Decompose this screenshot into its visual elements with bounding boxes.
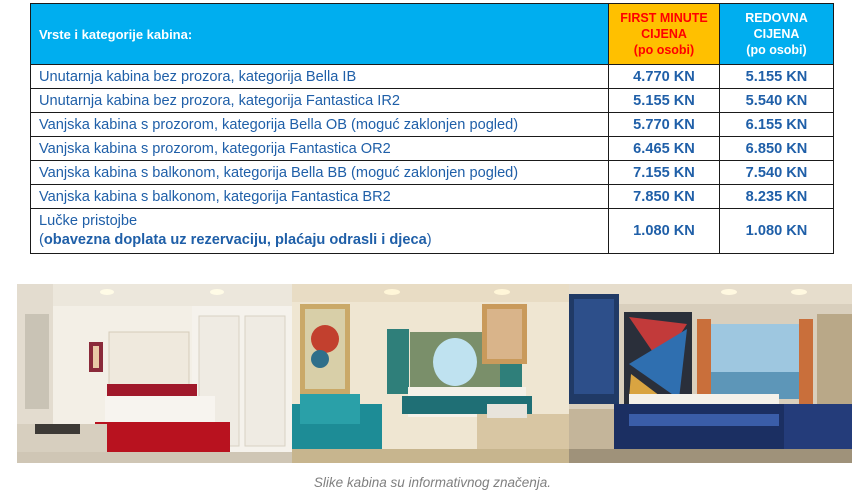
paren-close: ) bbox=[426, 232, 432, 248]
header-regular-price bbox=[720, 4, 834, 65]
regular-price: 8.235 KN bbox=[720, 185, 834, 209]
first-minute-price: 7.850 KN bbox=[609, 185, 720, 209]
table-row bbox=[31, 161, 834, 185]
regular-price: 7.540 KN bbox=[720, 161, 834, 185]
photos-caption: Slike kabina su informativnog značenja. bbox=[313, 475, 552, 490]
table-row bbox=[31, 113, 834, 137]
table-row bbox=[31, 137, 834, 161]
cabin-name: Unutarnja kabina bez prozora, kategorija Fantastica IR2 bbox=[31, 89, 609, 113]
cabin-name: Vanjska kabina s prozorom, kategorija Fantastica OR2 bbox=[31, 137, 609, 161]
header-regular-line: CIJENA bbox=[753, 27, 800, 41]
cabin-name: Vanjska kabina s prozorom, kategorija Bella OB (moguć zaklonjen pogled) bbox=[31, 113, 609, 137]
cabin-price-table bbox=[30, 3, 834, 254]
paren-open: ( bbox=[39, 232, 44, 248]
ocean-view-cabin-photo bbox=[292, 284, 569, 463]
cabin-name: Vanjska kabina s balkonom, kategorija Fantastica BR2 bbox=[31, 185, 609, 209]
table-row bbox=[31, 89, 834, 113]
regular-price: 1.080 KN bbox=[720, 209, 834, 254]
balcony-cabin-photo bbox=[569, 284, 852, 463]
table-row bbox=[31, 185, 834, 209]
table-row bbox=[31, 65, 834, 89]
table-header-row bbox=[31, 4, 834, 65]
header-regular-line: (po osobi) bbox=[746, 43, 807, 57]
header-first-minute-line: FIRST MINUTE bbox=[620, 11, 708, 25]
regular-price: 5.155 KN bbox=[720, 65, 834, 89]
port-fees-note-line bbox=[39, 231, 608, 250]
port-fees-note: obavezna doplata uz rezervaciju, plaćaju odrasli i djeca bbox=[43, 232, 427, 248]
first-minute-price: 7.155 KN bbox=[609, 161, 720, 185]
regular-price: 6.155 KN bbox=[720, 113, 834, 137]
header-cabin-category: Vrste i kategorije kabina: bbox=[31, 4, 609, 65]
regular-price: 5.540 KN bbox=[720, 89, 834, 113]
cabin-name: Vanjska kabina s balkonom, kategorija Bella BB (moguć zaklonjen pogled) bbox=[31, 161, 609, 185]
interior-cabin-photo bbox=[17, 284, 292, 463]
port-fees-row bbox=[31, 209, 834, 254]
cabin-name: Unutarnja kabina bez prozora, kategorija Bella IB bbox=[31, 65, 609, 89]
first-minute-price: 4.770 KN bbox=[609, 65, 720, 89]
port-fees-label bbox=[31, 209, 609, 254]
port-fees-title: Lučke pristojbe bbox=[39, 213, 138, 229]
header-first-minute-line: (po osobi) bbox=[633, 43, 695, 57]
header-first-minute-price bbox=[609, 4, 720, 65]
first-minute-price: 5.770 KN bbox=[609, 113, 720, 137]
first-minute-price: 5.155 KN bbox=[609, 89, 720, 113]
first-minute-price: 6.465 KN bbox=[609, 137, 720, 161]
header-regular-line: REDOVNA bbox=[745, 11, 808, 25]
first-minute-price: 1.080 KN bbox=[609, 209, 720, 254]
header-first-minute-line: CIJENA bbox=[641, 27, 687, 41]
regular-price: 6.850 KN bbox=[720, 137, 834, 161]
